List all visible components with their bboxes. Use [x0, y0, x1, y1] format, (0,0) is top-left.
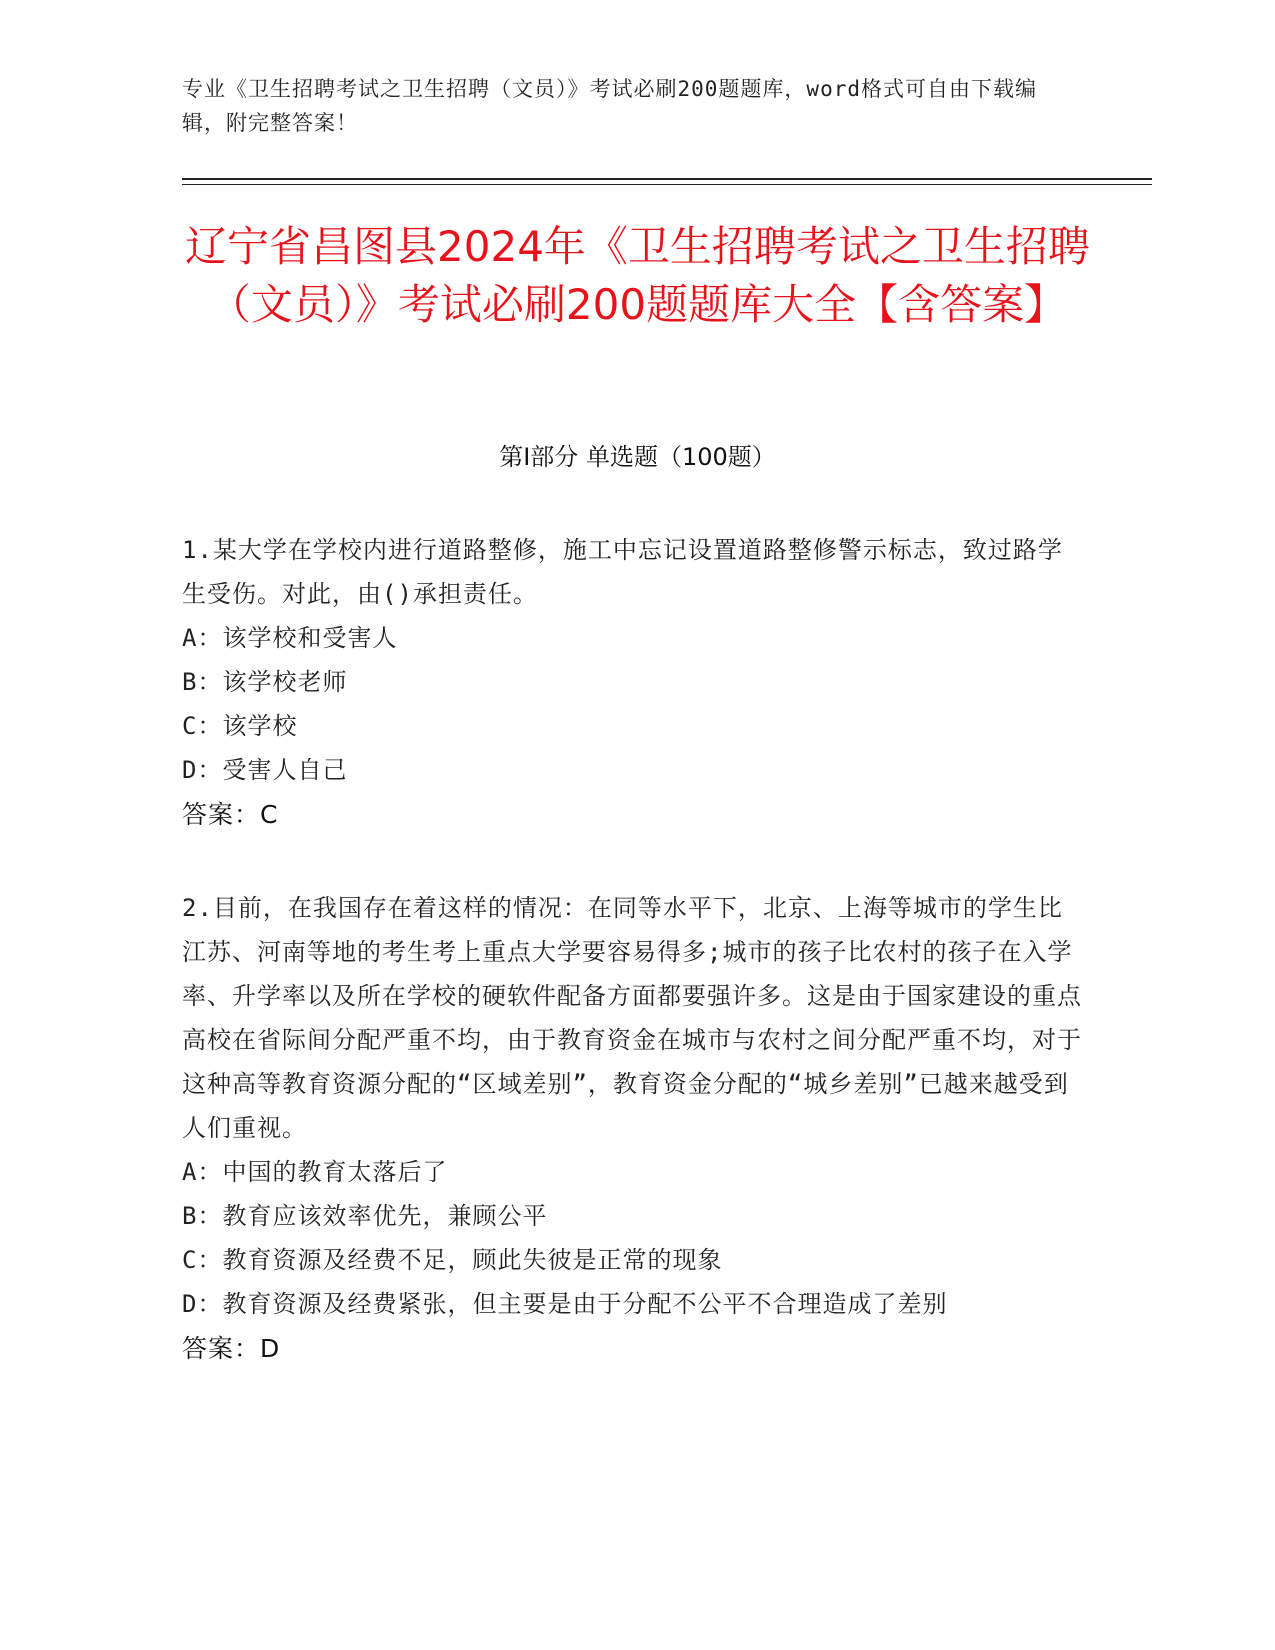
question-1: [182, 528, 1082, 838]
option-d: D：教育资源及经费紧张，但主要是由于分配不公平不合理造成了差别: [182, 1290, 948, 1318]
question-stem: 2.目前，在我国存在着这样的情况：在同等水平下，北京、上海等城市的学生比江苏、河南等地的考生考上重点大学要容易得多;城市的孩子比农村的孩子在入学率、升学率以及所在学校的硬软件配备方面都要强许多。这是由于国家建设的重点高校在省际间分配严重不均，由于教育资金在城市与农村之间分配严重不均，对于这种高等教育资源分配的“区域差别”，教育资金分配的“城乡差别”已越来越受到人们重视。: [182, 894, 1082, 1142]
answer-label: 答案：D: [182, 1334, 281, 1363]
header-divider-thin: [182, 184, 1152, 185]
option-b: B：该学校老师: [182, 668, 348, 696]
answer-label: 答案：C: [182, 800, 279, 829]
header-note: 专业《卫生招聘考试之卫生招聘（文员）》考试必刷200题题库，word格式可自由下载编辑，附完整答案！: [182, 77, 1037, 135]
question-stem: 1.某大学在学校内进行道路整修，施工中忘记设置道路整修警示标志，致过路学生受伤。对此，由()承担责任。: [182, 536, 1063, 608]
option-d: D：受害人自己: [182, 756, 348, 784]
option-c: C：该学校: [182, 712, 298, 740]
option-c: C：教育资源及经费不足，顾此失彼是正常的现象: [182, 1246, 723, 1274]
option-b: B：教育应该效率优先，兼顾公平: [182, 1202, 548, 1230]
header-divider: [182, 178, 1152, 180]
option-a: A：该学校和受害人: [182, 624, 398, 652]
document-title: 辽宁省昌图县2024年《卫生招聘考试之卫生招聘（文员）》考试必刷200题题库大全【含答案】: [185, 222, 1090, 329]
option-a: A：中国的教育太落后了: [182, 1158, 448, 1186]
section-heading: 第Ⅰ部分 单选题（100题）: [499, 443, 776, 471]
question-2: [182, 886, 1082, 1372]
